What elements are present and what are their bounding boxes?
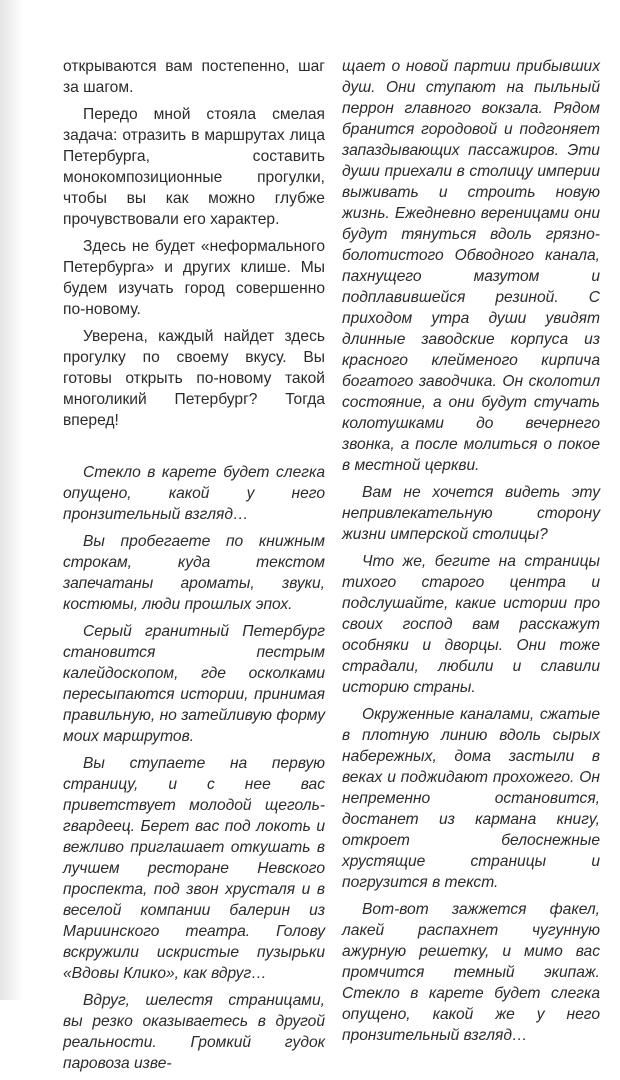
italic-paragraph: Стекло в карете будет слегка опущено, какой у него пронзительный взгляд… <box>63 464 325 523</box>
paragraph: открываются вам постепенно, шаг за шагом. <box>63 58 325 96</box>
italic-paragraph: Вы ступаете на первую страницу, и с нее вас приветствует молодой щеголь-гвардеец. Берет вас под локоть и вежливо приглашает откушать в лучшем ресторане Невского проспекта, под звон хрусталя и в веселой компании балерин из Мариинского театра. Голову вскружили искристые пузырьки «Вдовы Клико», как вдруг… <box>63 755 325 982</box>
italic-paragraph: Вот-вот зажжется факел, лакей распахнет чугунную ажурную решетку, и мимо вас промчится темный экипаж. Стекло в карете будет слегка опущено, какой же у него пронзительный взгляд… <box>342 901 600 1044</box>
italic-paragraph: щает о новой партии прибывших душ. Они ступают на пыльный перрон главного вокзала. Рядом бранится городовой и подгоняет запаздывающих пассажиров. Эти души приехали в столицу империи выживать и строить новую жизнь. Ежедневно вереницами они будут тянуться вдоль грязно-болотистого Обводного канала, пахнущего мазутом и подплавившейся резиной. С приходом утра души увидят длинные заводские корпуса из красного клейменого кирпича богатого заводчика. Он сколотил состояние, а они будут стучать колотушками до вечернего звонка, а после молиться о покое в местной церкви. <box>342 58 600 474</box>
page-gutter-shadow <box>0 0 24 1000</box>
italic-paragraph: Вдруг, шелестя страницами, вы резко оказываетесь в другой реальности. Громкий гудок паровоза изве- <box>63 992 325 1072</box>
italic-paragraph: Серый гранитный Петербург становится пестрым калейдоскопом, где осколками пересыпаются истории, принимая правильную, но затейливую форму моих маршрутов. <box>63 623 325 745</box>
italic-paragraph: Окруженные каналами, сжатые в плотную линию вдоль сырых набережных, дома застыли в веках и поджидают прохожего. Он непременно остановится, достанет из кармана книгу, откроет белоснежные хрустящие страницы и погрузится в текст. <box>342 706 600 891</box>
section-gap <box>63 437 325 462</box>
left-text-column <box>63 56 325 1080</box>
italic-paragraph: Вам не хочется видеть эту непривлекательную сторону жизни имперской столицы? <box>342 484 600 543</box>
paragraph: Здесь не будет «неформального Петербурга» и других клише. Мы будем изучать город совершенно по-новому. <box>63 238 325 318</box>
right-text-column <box>342 56 600 1052</box>
paragraph: Передо мной стояла смелая задача: отразить в маршрутах лица Петербурга, составить монокомпозиционные прогулки, чтобы вы как можно глубже прочувствовали его характер. <box>63 106 325 228</box>
italic-paragraph: Что же, бегите на страницы тихого старого центра и подслушайте, какие истории про своих господ вам расскажут особняки и дворцы. Они тоже страдали, любили и славили историю страны. <box>342 553 600 696</box>
paragraph: Уверена, каждый найдет здесь прогулку по своему вкусу. Вы готовы открыть по-новому такой многоликий Петербург? Тогда вперед! <box>63 328 325 429</box>
italic-paragraph: Вы пробегаете по книжным строкам, куда текстом запечатаны ароматы, звуки, костюмы, люди прошлых эпох. <box>63 533 325 613</box>
